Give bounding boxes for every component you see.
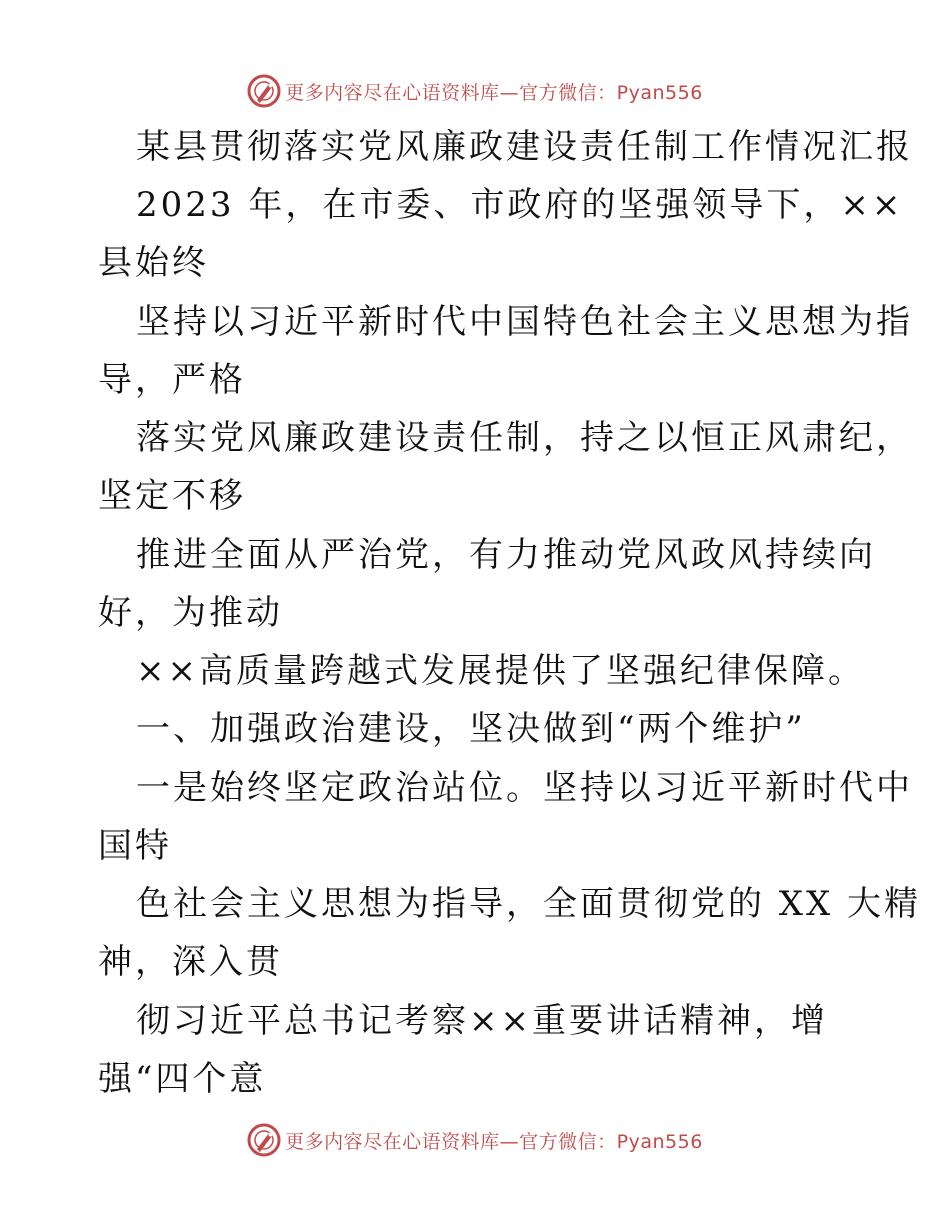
document-title: 某县贯彻落实党风廉政建设责任制工作情况汇报 [136,127,913,167]
paragraph-line: 色社会主义思想为指导，全面贯彻党的 XX 大精 [136,884,922,924]
pen-nib-logo-icon [247,1123,281,1157]
paragraph-line: 推进全面从严治党，有力推动党风政风持续向 [136,535,876,575]
footer-banner-text: 更多内容尽在心语资料库—官方微信：Pyan556 [285,1130,703,1153]
paragraph-line: 国特 [98,826,172,866]
paragraph-line: 县始终 [98,243,209,283]
header-banner-text: 更多内容尽在心语资料库—官方微信：Pyan556 [285,81,703,104]
paragraph-line: 一是始终坚定政治站位。坚持以习近平新时代中 [136,768,913,808]
paragraph-line: 导，严格 [98,360,246,400]
paragraph-line: 坚定不移 [98,476,246,516]
paragraph-line: 2023 年，在市委、市政府的坚强领导下，×× [136,185,904,225]
paragraph-line: 好，为推动 [98,593,283,633]
paragraph-line: 神，深入贯 [98,942,283,982]
paragraph-line: 强“四个意 [98,1059,267,1099]
header-banner [0,71,950,111]
paragraph-line: 落实党风廉政建设责任制，持之以恒正风肃纪， [136,418,913,458]
paragraph-line: ××高质量跨越式发展提供了坚强纪律保障。 [136,651,865,691]
paragraph-line: 坚持以习近平新时代中国特色社会主义思想为指 [136,302,913,342]
footer-banner [0,1120,950,1160]
section-heading: 一、加强政治建设，坚决做到“两个维护” [136,709,806,749]
paragraph-line: 彻习近平总书记考察××重要讲话精神，增 [136,1001,828,1041]
pen-nib-logo-icon [247,74,281,108]
